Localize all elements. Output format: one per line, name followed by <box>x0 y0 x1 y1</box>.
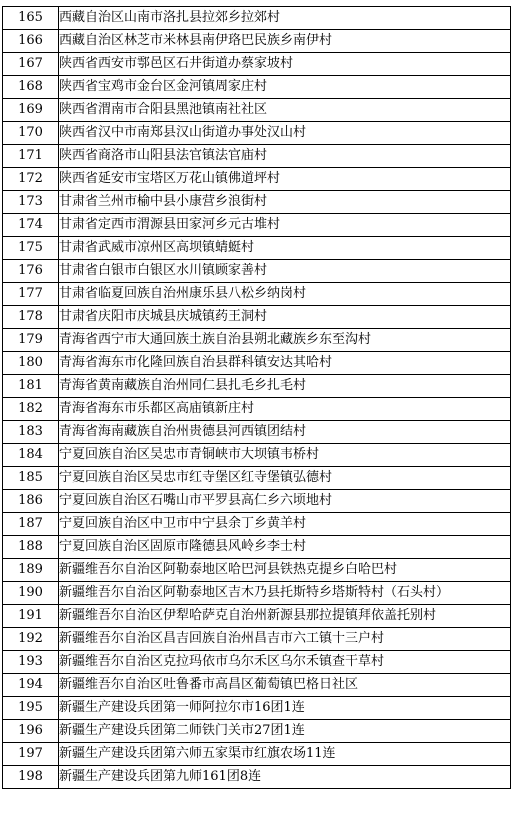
row-number: 181 <box>3 375 59 398</box>
village-name: 陕西省商洛市山阳县法官镇法官庙村 <box>59 145 511 168</box>
row-number: 176 <box>3 260 59 283</box>
row-number: 190 <box>3 582 59 605</box>
row-number: 187 <box>3 513 59 536</box>
row-number: 174 <box>3 214 59 237</box>
row-number: 165 <box>3 7 59 30</box>
table-row <box>3 122 511 145</box>
village-name: 宁夏回族自治区吴忠市青铜峡市大坝镇韦桥村 <box>59 444 511 467</box>
row-number: 177 <box>3 283 59 306</box>
table-row <box>3 168 511 191</box>
village-name: 甘肃省白银市白银区水川镇顾家善村 <box>59 260 511 283</box>
row-number: 170 <box>3 122 59 145</box>
row-number: 173 <box>3 191 59 214</box>
table-row <box>3 605 511 628</box>
row-number: 183 <box>3 421 59 444</box>
table-row <box>3 306 511 329</box>
table-row <box>3 99 511 122</box>
row-number: 196 <box>3 720 59 743</box>
village-name: 甘肃省武威市凉州区高坝镇蜻蜓村 <box>59 237 511 260</box>
village-name: 陕西省延安市宝塔区万花山镇佛道坪村 <box>59 168 511 191</box>
table-row <box>3 398 511 421</box>
table-row <box>3 536 511 559</box>
table-row <box>3 53 511 76</box>
village-name: 新疆维吾尔自治区克拉玛依市乌尔禾区乌尔禾镇查干草村 <box>59 651 511 674</box>
table-row <box>3 513 511 536</box>
table-row <box>3 352 511 375</box>
village-name: 陕西省西安市鄠邑区石井街道办蔡家坡村 <box>59 53 511 76</box>
village-name: 新疆生产建设兵团第九师161团8连 <box>59 766 511 789</box>
village-name: 西藏自治区山南市洛扎县拉郊乡拉郊村 <box>59 7 511 30</box>
village-list-body <box>3 7 511 789</box>
row-number: 191 <box>3 605 59 628</box>
row-number: 188 <box>3 536 59 559</box>
table-row <box>3 582 511 605</box>
row-number: 192 <box>3 628 59 651</box>
row-number: 182 <box>3 398 59 421</box>
village-name: 青海省海南藏族自治州贵德县河西镇团结村 <box>59 421 511 444</box>
row-number: 178 <box>3 306 59 329</box>
table-row <box>3 329 511 352</box>
village-name: 新疆维吾尔自治区阿勒泰地区哈巴河县铁热克提乡白哈巴村 <box>59 559 511 582</box>
village-name: 新疆生产建设兵团第六师五家渠市红旗农场11连 <box>59 743 511 766</box>
village-name: 青海省海东市乐都区高庙镇新庄村 <box>59 398 511 421</box>
row-number: 169 <box>3 99 59 122</box>
table-row <box>3 628 511 651</box>
village-name: 新疆维吾尔自治区伊犁哈萨克自治州新源县那拉提镇拜依盖托别村 <box>59 605 511 628</box>
table-row <box>3 260 511 283</box>
village-name: 新疆维吾尔自治区吐鲁番市高昌区葡萄镇巴格日社区 <box>59 674 511 697</box>
table-row <box>3 444 511 467</box>
row-number: 193 <box>3 651 59 674</box>
row-number: 194 <box>3 674 59 697</box>
table-row <box>3 191 511 214</box>
row-number: 171 <box>3 145 59 168</box>
village-name: 新疆生产建设兵团第二师铁门关市27团1连 <box>59 720 511 743</box>
table-row <box>3 697 511 720</box>
table-row <box>3 145 511 168</box>
table-row <box>3 467 511 490</box>
table-row <box>3 720 511 743</box>
table-row <box>3 30 511 53</box>
table-row <box>3 651 511 674</box>
row-number: 186 <box>3 490 59 513</box>
village-name: 甘肃省临夏回族自治州康乐县八松乡纳岗村 <box>59 283 511 306</box>
village-name: 宁夏回族自治区中卫市中宁县余丁乡黄羊村 <box>59 513 511 536</box>
table-row <box>3 76 511 99</box>
table-row <box>3 743 511 766</box>
table-row <box>3 559 511 582</box>
row-number: 198 <box>3 766 59 789</box>
row-number: 168 <box>3 76 59 99</box>
row-number: 184 <box>3 444 59 467</box>
village-name: 青海省黄南藏族自治州同仁县扎毛乡扎毛村 <box>59 375 511 398</box>
village-name: 陕西省宝鸡市金台区金河镇周家庄村 <box>59 76 511 99</box>
row-number: 175 <box>3 237 59 260</box>
village-name: 陕西省渭南市合阳县黑池镇南社社区 <box>59 99 511 122</box>
table-row <box>3 237 511 260</box>
row-number: 195 <box>3 697 59 720</box>
table-row <box>3 7 511 30</box>
row-number: 197 <box>3 743 59 766</box>
village-name: 甘肃省定西市渭源县田家河乡元古堆村 <box>59 214 511 237</box>
row-number: 179 <box>3 329 59 352</box>
village-name: 陕西省汉中市南郑县汉山街道办事处汉山村 <box>59 122 511 145</box>
table-row <box>3 375 511 398</box>
table-row <box>3 421 511 444</box>
row-number: 189 <box>3 559 59 582</box>
row-number: 185 <box>3 467 59 490</box>
village-name: 甘肃省兰州市榆中县小康营乡浪街村 <box>59 191 511 214</box>
village-name: 新疆维吾尔自治区昌吉回族自治州昌吉市六工镇十三户村 <box>59 628 511 651</box>
village-name: 宁夏回族自治区吴忠市红寺堡区红寺堡镇弘德村 <box>59 467 511 490</box>
village-list-table <box>2 6 511 789</box>
row-number: 180 <box>3 352 59 375</box>
village-name: 甘肃省庆阳市庆城县庆城镇药王洞村 <box>59 306 511 329</box>
table-row <box>3 766 511 789</box>
table-row <box>3 214 511 237</box>
village-name: 新疆生产建设兵团第一师阿拉尔市16团1连 <box>59 697 511 720</box>
village-name: 宁夏回族自治区石嘴山市平罗县高仁乡六顷地村 <box>59 490 511 513</box>
village-name: 新疆维吾尔自治区阿勒泰地区吉木乃县托斯特乡塔斯特村（石头村） <box>59 582 511 605</box>
village-name: 西藏自治区林芝市米林县南伊珞巴民族乡南伊村 <box>59 30 511 53</box>
row-number: 166 <box>3 30 59 53</box>
table-row <box>3 283 511 306</box>
village-name: 青海省西宁市大通回族土族自治县朔北藏族乡东至沟村 <box>59 329 511 352</box>
row-number: 167 <box>3 53 59 76</box>
row-number: 172 <box>3 168 59 191</box>
table-row <box>3 674 511 697</box>
village-name: 青海省海东市化隆回族自治县群科镇安达其哈村 <box>59 352 511 375</box>
village-name: 宁夏回族自治区固原市隆德县风岭乡李士村 <box>59 536 511 559</box>
table-row <box>3 490 511 513</box>
